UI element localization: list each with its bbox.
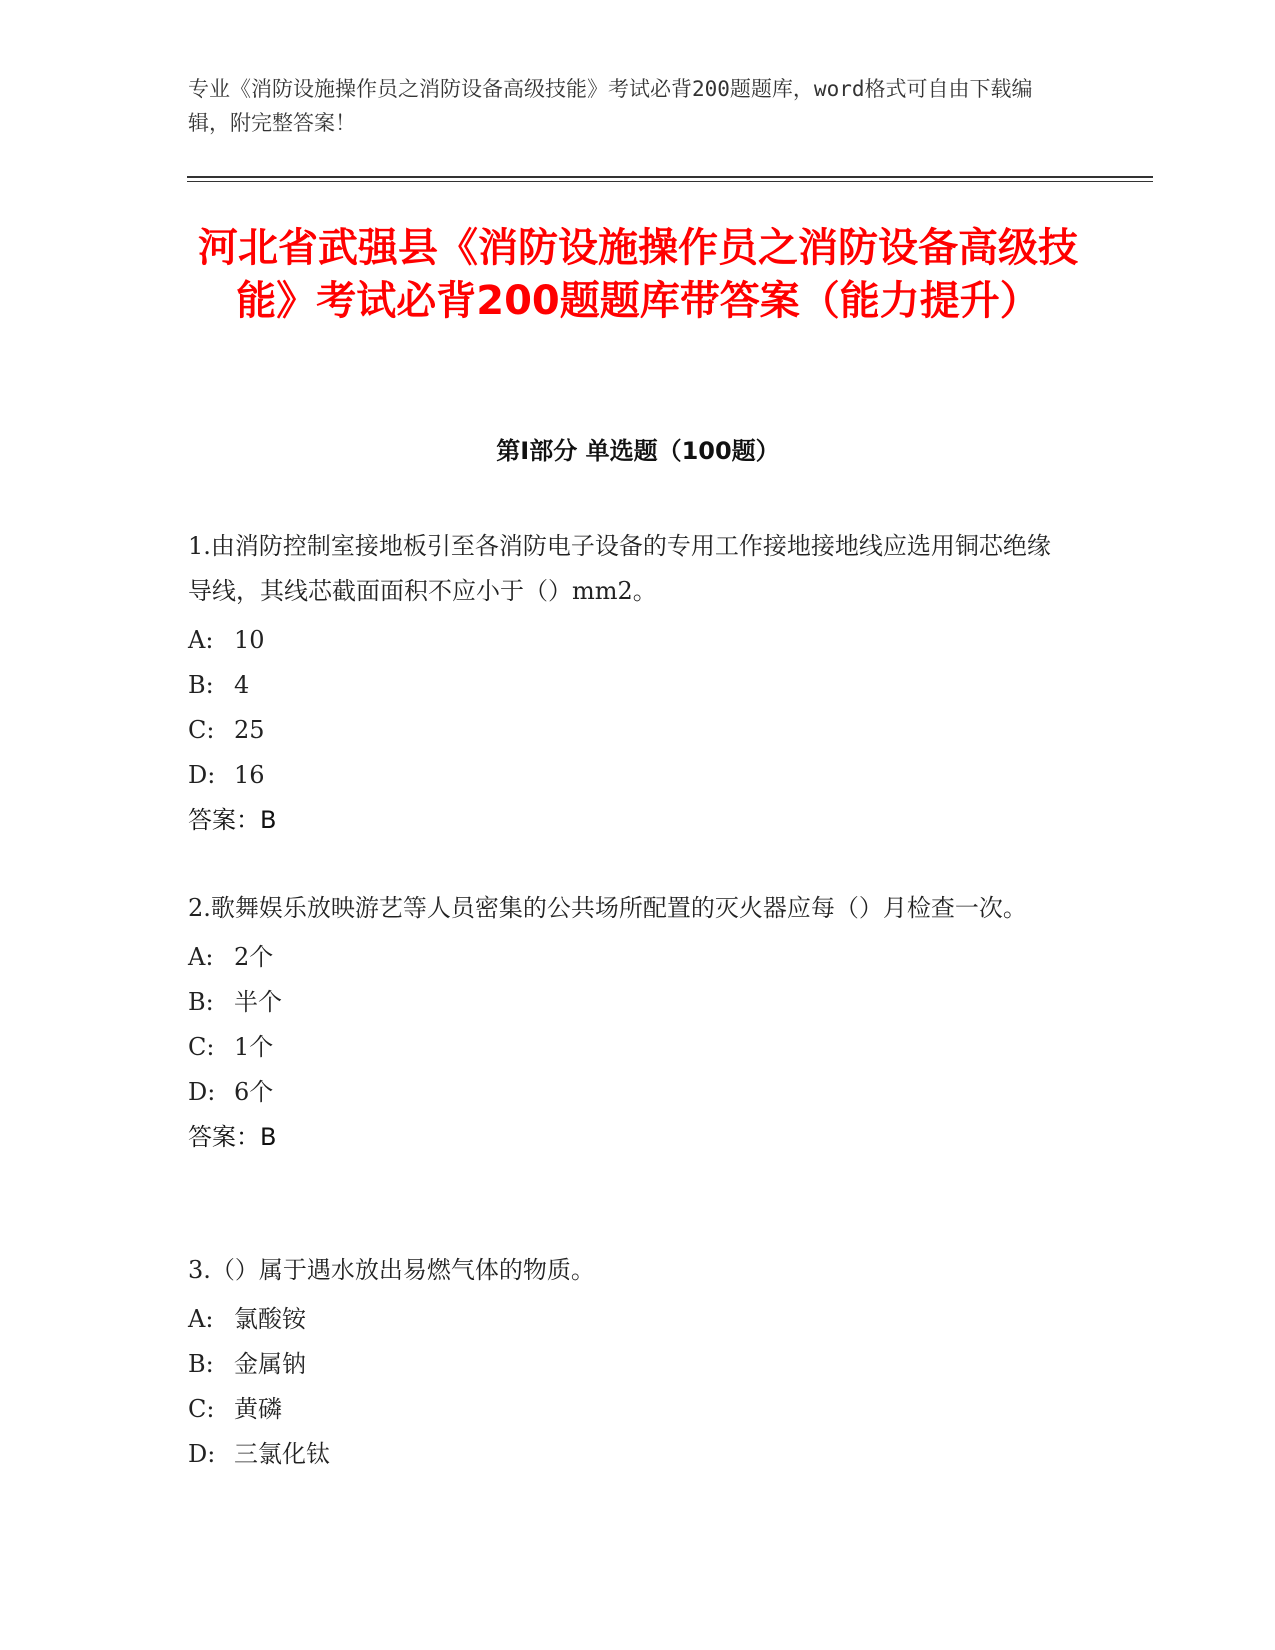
option-letter: A:	[188, 943, 214, 971]
option-text: 10	[234, 626, 265, 654]
option-text: 25	[234, 716, 265, 744]
option-c	[188, 708, 1068, 753]
option-text: 4	[234, 671, 250, 699]
option-a	[188, 935, 1068, 980]
option-letter: D:	[188, 1440, 216, 1468]
option-d	[188, 1070, 1068, 1115]
question-stem: 3.（）属于遇水放出易燃气体的物质。	[188, 1256, 595, 1284]
option-c	[188, 1025, 1068, 1070]
option-text: 黄磷	[234, 1395, 282, 1423]
question-3	[188, 1248, 1068, 1477]
header-divider-thin	[187, 181, 1153, 182]
option-a	[188, 618, 1068, 663]
question-stem: 1.由消防控制室接地板引至各消防电子设备的专用工作接地接地线应选用铜芯绝缘导线，其线芯截面面积不应小于（）mm2。	[188, 532, 1051, 605]
option-letter: A:	[188, 1305, 214, 1333]
option-text: 金属钠	[234, 1350, 306, 1378]
option-letter: A:	[188, 626, 214, 654]
option-text: 1个	[234, 1033, 274, 1061]
answer-line: 答案：B	[188, 1123, 277, 1151]
option-d	[188, 753, 1068, 798]
option-text: 三氯化钛	[234, 1440, 330, 1468]
option-a	[188, 1297, 1068, 1342]
option-letter: C:	[188, 1033, 215, 1061]
option-text: 2个	[234, 943, 274, 971]
option-letter: D:	[188, 761, 216, 789]
document-title: 河北省武强县《消防设施操作员之消防设备高级技能》考试必背200题题库带答案（能力提升）	[198, 225, 1078, 324]
option-b	[188, 663, 1068, 708]
question-2	[188, 886, 1068, 1160]
option-letter: B:	[188, 988, 214, 1016]
option-letter: B:	[188, 1350, 214, 1378]
option-text: 6个	[234, 1078, 274, 1106]
option-letter: C:	[188, 716, 215, 744]
option-b	[188, 1342, 1068, 1387]
option-letter: D:	[188, 1078, 216, 1106]
section-title: 第Ⅰ部分 单选题（100题）	[496, 437, 780, 465]
question-stem: 2.歌舞娱乐放映游艺等人员密集的公共场所配置的灭火器应每（）月检查一次。	[188, 894, 1027, 922]
option-d	[188, 1432, 1068, 1477]
option-letter: B:	[188, 671, 214, 699]
option-text: 16	[234, 761, 265, 789]
header-note: 专业《消防设施操作员之消防设备高级技能》考试必背200题题库，word格式可自由下载编辑，附完整答案！	[188, 77, 1033, 135]
option-b	[188, 980, 1068, 1025]
option-letter: C:	[188, 1395, 215, 1423]
option-text: 半个	[234, 988, 282, 1016]
answer-line: 答案：B	[188, 806, 277, 834]
option-c	[188, 1387, 1068, 1432]
question-1	[188, 524, 1068, 843]
header-divider	[187, 176, 1153, 178]
option-text: 氯酸铵	[234, 1305, 306, 1333]
